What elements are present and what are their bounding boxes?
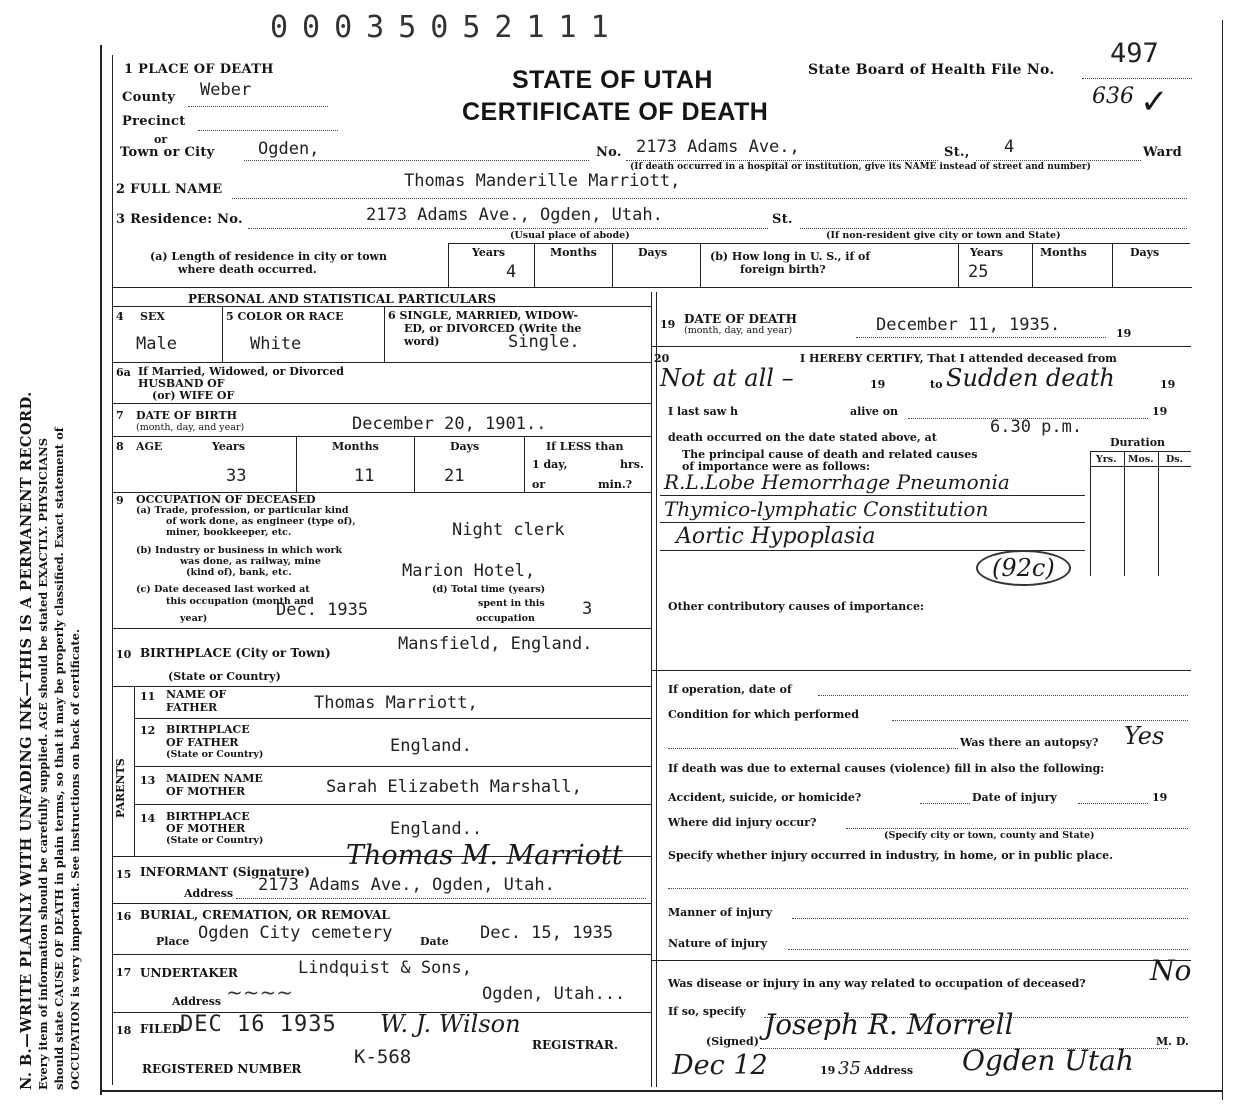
if-so-specify-label: If so, specify [668,1005,746,1018]
registered-number-value: K-568 [354,1046,412,1068]
cause-label-b: of importance were as follows: [682,460,870,473]
occ-c-label-2: this occupation (month and [166,596,314,607]
marital-label-a: 6 SINGLE, MARRIED, WIDOW- [388,309,579,322]
manner-label: Manner of injury [668,906,773,919]
mother-label-b: OF MOTHER [166,785,246,798]
or-label: or [154,133,168,146]
dob-value: December 20, 1901.. [352,414,547,434]
undertaker-value: Lindquist & Sons, [298,958,472,978]
margin-note-4: OCCUPATION is very important. See instructions on back of certificate. [68,629,82,1090]
mother-label-a: MAIDEN NAME [166,772,263,785]
father-birthplace-label-c: (State or Country) [166,749,264,760]
section-divider-top [112,287,1192,288]
industry-value: Marion Hotel, [402,561,536,581]
informant-address-value: 2173 Adams Ave., Ogden, Utah. [258,875,555,895]
us-months-header: Months [1040,246,1087,259]
autopsy-value: Yes [1124,722,1165,750]
us-days-header: Days [1130,246,1160,259]
personal-section-label: PERSONAL AND STATISTICAL PARTICULARS [188,292,497,306]
cause-of-death-3: Aortic Hypoplasia [676,524,876,549]
bottom-frame-border [100,1090,1222,1092]
date-of-death-value: December 11, 1935. [876,315,1061,335]
undertaker-address-scribble: ~~~~ [226,980,294,1004]
occ-a-label-1: (a) Trade, profession, or particular kind [136,505,349,516]
left-inner-border [112,55,113,1085]
specify-injury-label: Specify whether injury occurred in industry, in home, or in public place. [668,849,1113,862]
birthplace-value: Mansfield, England. [398,634,593,654]
length-residence-label-a: (a) Length of residence in city or town [150,250,388,263]
operation-label: If operation, date of [668,683,792,696]
marital-value: Single. [508,332,580,352]
age-years-header: Years [212,440,246,453]
margin-note-2: Every item of information should be carefully supplied. AGE should be stated EXACTLY. PHYSICIANS [36,437,50,1090]
nature-label: Nature of injury [668,937,768,950]
ds-header: Ds. [1166,454,1183,465]
attended-to-year: 19 [1160,378,1176,391]
birthplace-label: BIRTHPLACE (City or Town) [140,646,331,660]
length-residence-label-b: where death occurred. [178,263,317,276]
dob-label: DATE OF BIRTH [136,409,238,422]
us-label-a: (b) How long in U. S., if of [710,250,871,263]
physician-address-value: Ogden Utah [962,1044,1134,1077]
mos-header: Mos. [1128,454,1154,465]
age-months-header: Months [332,440,379,453]
date-of-death-sublabel: (month, day, and year) [684,325,793,336]
check-mark-icon: ✓ [1140,82,1169,122]
street-no-label: No. [596,145,622,160]
burial-date-label: Date [420,935,449,948]
informant-address-label: Address [184,887,234,900]
external-causes-label: If death was due to external causes (violence) fill in also the following: [668,762,1105,775]
marital-label-c: word) [404,335,440,348]
registrar-signature: W. J. Wilson [380,1010,521,1038]
full-name-label: 2 FULL NAME [116,182,223,197]
registered-number-label: REGISTERED NUMBER [142,1062,302,1076]
nonresident-note: (If non-resident give city or town and State) [826,230,1061,241]
date-of-death-label: DATE OF DEATH [684,312,797,326]
accident-label: Accident, suicide, or homicide? [668,791,862,804]
marital-label-b: ED, or DIVORCED (Write the [404,322,582,335]
hospital-note: (If death occurred in a hospital or institution, give its NAME instead of street and number) [630,162,1091,172]
last-worked-value: Dec. 1935 [276,600,369,620]
file-number: 497 [1110,38,1159,69]
mother-birthplace-value: England.. [390,819,483,839]
board-label: State Board of Health File No. [808,62,1055,78]
birthplace-state-label: (State or Country) [168,670,281,683]
certify-label: I HEREBY CERTIFY, That I attended deceased from [800,352,1117,365]
physician-address-label: Address [864,1064,914,1077]
injury-date-label: Date of injury [972,791,1057,804]
local-number: 636 [1092,84,1134,109]
father-label-b: FATHER [166,701,218,714]
injury-year-label: 19 [1152,791,1168,804]
town-label: Town or City [120,145,215,160]
mother-birthplace-label-c: (State or Country) [166,835,264,846]
burial-label: BURIAL, CREMATION, OR REMOVAL [140,908,390,922]
spouse-label-c: (or) WIFE OF [152,389,235,402]
time-of-death-value: 6.30 p.m. [990,417,1083,437]
filed-label: FILED [140,1022,183,1036]
county-value: Weber [200,80,252,100]
cause-of-death-2: Thymico-lymphatic Constitution [664,497,989,521]
registrar-label: REGISTRAR. [532,1038,619,1052]
related-label: Was disease or injury in any way related to occupation of deceased? [668,977,1086,990]
spouse-label-b: HUSBAND OF [138,377,225,390]
us-years-value: 25 [968,262,989,282]
color-label: 5 COLOR OR RACE [226,310,344,323]
condition-label: Condition for which performed [668,708,859,721]
father-label-a: NAME OF [166,688,227,701]
less-than-label: If LESS than [546,440,624,453]
ward-label: Ward [1143,145,1183,160]
us-label-b: foreign birth? [740,263,826,276]
filed-date-stamp: DEC 16 1935 [180,1012,337,1037]
mother-birthplace-label-a: BIRTHPLACE [166,810,250,823]
occ-d-label-1: (d) Total time (years) [432,584,546,595]
sex-value: Male [136,334,177,354]
age-days-value: 21 [444,466,465,486]
st-label: St., [944,145,970,160]
occ-b-label-2: was done, as railway, mine [180,556,321,567]
right-frame-border [1222,20,1223,1100]
margin-note-3: should state CAUSE OF DEATH in plain terms, so that it may be properly classified. Exact statement of [52,427,66,1090]
occ-a-label-2: of work done, as engineer (type of), [166,516,356,527]
usual-abode-note: (Usual place of abode) [510,230,630,241]
precinct-label: Precinct [122,114,186,129]
residence-label: 3 Residence: No. [116,212,243,227]
date-of-death-year-suffix: 19 [1116,327,1132,340]
hrs-label: hrs. [620,458,644,471]
age-years-value: 33 [226,466,247,486]
informant-label: INFORMANT (Signature) [140,865,310,879]
undertaker-label: UNDERTAKER [140,966,238,980]
undertaker-address-label: Address [172,995,222,1008]
occ-a-label-3: miner, bookkeeper, etc. [166,527,292,538]
signed-date-value: Dec 12 [672,1050,768,1081]
to-label: to [930,378,943,391]
one-day-label: 1 day, [532,458,568,471]
column-divider-inner [656,292,657,1087]
signed-year-value: 35 [838,1058,861,1079]
undertaker-address-value: Ogden, Utah... [482,984,626,1004]
autopsy-label: Was there an autopsy? [960,736,1099,749]
dob-sublabel: (month, day, and year) [136,422,245,433]
spouse-label-a: If Married, Widowed, or Divorced [138,365,344,378]
mother-name-value: Sarah Elizabeth Marshall, [326,777,582,797]
state-title: STATE OF UTAH [512,66,713,94]
signed-year-prefix: 19 [820,1064,836,1077]
town-value: Ogden, [258,139,320,159]
attended-to-value: Sudden death [946,364,1115,392]
street-no-value: 2173 Adams Ave., [636,137,800,157]
column-divider [651,292,652,1087]
residence-st-label: St. [772,212,793,227]
residence-years-value: 4 [506,262,517,282]
total-time-value: 3 [582,599,593,619]
mother-birthplace-label-b: OF MOTHER [166,822,246,835]
cause-label-a: The principal cause of death and related causes [682,448,978,461]
county-label: County [122,90,176,105]
age-days-header: Days [450,440,480,453]
occ-d-label-3: occupation [476,613,535,624]
where-injury-sublabel: (Specify city or town, county and State) [884,830,1095,841]
attended-from-value: Not at all – [660,364,794,392]
father-name-value: Thomas Marriott, [314,693,478,713]
occ-c-label-3: year) [180,613,208,624]
informant-signature: Thomas M. Marriott [346,840,623,871]
other-causes-label: Other contributory causes of importance: [668,600,925,613]
occurred-label: death occurred on the date stated above, at [668,431,937,444]
attended-from-year: 19 [870,378,886,391]
burial-place-label: Place [156,935,190,948]
signed-label: (Signed) [706,1035,759,1048]
yrs-header: Yrs. [1096,454,1117,465]
occ-d-label-2: spent in this [478,598,545,609]
age-months-value: 11 [354,466,375,486]
cause-of-death-1: R.L.Lobe Hemorrhage Pneumonia [664,470,1010,494]
file-number-stamp: 00035052111 [270,10,623,45]
place-of-death-label: 1 PLACE OF DEATH [124,62,274,77]
father-birthplace-value: England. [390,736,472,756]
alive-year-label: 19 [1152,405,1168,418]
left-frame-border [100,45,102,1095]
years-header: Years [472,246,506,259]
occ-b-label-3: (kind of), bank, etc. [186,567,292,578]
residence-value: 2173 Adams Ave., Ogden, Utah. [366,205,663,225]
cause-code-circled: (92c) [976,550,1071,586]
duration-label: Duration [1110,436,1166,449]
days-header: Days [638,246,668,259]
occupation-value: Night clerk [452,520,565,540]
where-injury-label: Where did injury occur? [668,816,817,829]
sex-label: SEX [140,310,165,323]
age-label: AGE [136,440,163,453]
parents-side-label: PARENTS [114,758,127,818]
ward-value: 4 [1004,137,1015,157]
months-header: Months [550,246,597,259]
full-name-value: Thomas Manderille Marriott, [404,171,681,191]
occ-c-label-1: (c) Date deceased last worked at [136,584,310,595]
alive-on-label: alive on [850,405,899,418]
physician-signature: Joseph R. Morrell [764,1008,1014,1041]
father-birthplace-label-b: OF FATHER [166,736,239,749]
or-min-label: or [532,478,546,491]
occupation-label: OCCUPATION OF DECEASED [136,493,316,506]
burial-place-value: Ogden City cemetery [198,923,393,943]
occ-b-label-1: (b) Industry or business in which work [136,545,343,556]
certificate-title: CERTIFICATE OF DEATH [462,98,769,126]
md-label: M. D. [1156,1035,1189,1048]
margin-note-1: N. B.—WRITE PLAINLY WITH UNFADING INK—THIS IS A PERMANENT RECORD. [18,391,35,1090]
related-value: No [1150,954,1192,987]
min-label: min.? [598,478,633,491]
color-value: White [250,334,302,354]
burial-date-value: Dec. 15, 1935 [480,923,614,943]
us-years-header: Years [970,246,1004,259]
father-birthplace-label-a: BIRTHPLACE [166,723,250,736]
last-saw-label: I last saw h [668,405,739,418]
